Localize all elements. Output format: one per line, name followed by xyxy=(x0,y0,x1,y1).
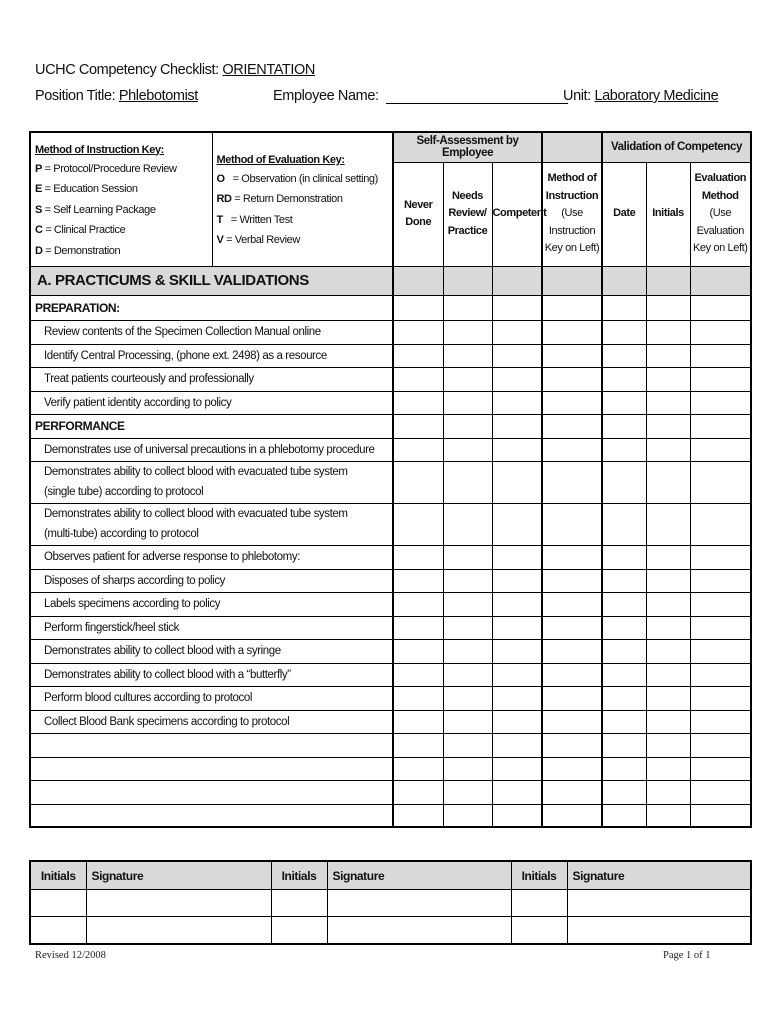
checklist-item: Perform blood cultures according to protocol xyxy=(30,686,393,710)
checklist-heading xyxy=(35,62,315,78)
table-row xyxy=(30,344,751,367)
instruction-key-item: D = Demonstration xyxy=(35,244,121,257)
table-row xyxy=(30,616,751,639)
unit-line xyxy=(563,88,718,104)
key-header-row xyxy=(30,132,751,162)
signature-field[interactable] xyxy=(327,917,511,945)
table-row xyxy=(30,438,751,461)
evaluation-key xyxy=(212,132,393,266)
checklist-item: Demonstrates ability to collect blood with evacuated tube system (single tube) according to protocol xyxy=(30,461,393,503)
evaluation-key-item: V = Verbal Review xyxy=(216,234,300,247)
table-row xyxy=(30,461,751,503)
checklist-item: Demonstrates ability to collect blood with evacuated tube system (multi-tube) according to protocol xyxy=(30,503,393,545)
preparation-row xyxy=(30,295,751,320)
date-header: Date xyxy=(602,162,646,266)
checklist-item: Review contents of the Specimen Collection Manual online xyxy=(30,320,393,344)
signature-label: Signature xyxy=(327,861,511,890)
initials-header: Initials xyxy=(646,162,690,266)
position-value: Phlebotomist xyxy=(118,88,198,104)
empty-row xyxy=(30,780,751,804)
initials-field[interactable] xyxy=(271,890,327,917)
initials-field[interactable] xyxy=(271,917,327,945)
self-assessment-header: Self-Assessment by Employee xyxy=(393,132,542,162)
position-label: Position Title: xyxy=(35,88,119,104)
table-row xyxy=(30,569,751,592)
checklist-item: Labels specimens according to policy xyxy=(30,592,393,616)
position-title-line xyxy=(35,88,198,104)
competent-header: Competent xyxy=(492,162,542,266)
table-row xyxy=(30,592,751,616)
initials-label: Initials xyxy=(271,861,327,890)
revised-date: Revised 12/2008 xyxy=(35,950,106,961)
checklist-item: Demonstrates ability to collect blood with a syringe xyxy=(30,639,393,663)
evaluation-key-item: O = Observation (in clinical setting) xyxy=(216,172,378,185)
checklist-item: Identify Central Processing, (phone ext. 2498) as a resource xyxy=(30,344,393,367)
empty-row xyxy=(30,804,751,827)
evaluation-key-title: Method of Evaluation Key: xyxy=(216,153,345,166)
table-row xyxy=(30,686,751,710)
initials-field[interactable] xyxy=(511,890,567,917)
checklist-item: Collect Blood Bank specimens according to protocol xyxy=(30,710,393,733)
table-row xyxy=(30,639,751,663)
signature-row xyxy=(30,917,751,945)
instruction-key-item: S = Self Learning Package xyxy=(35,203,156,216)
table-row xyxy=(30,367,751,391)
initials-field[interactable] xyxy=(511,917,567,945)
initials-field[interactable] xyxy=(30,890,86,917)
instruction-key-item: P = Protocol/Procedure Review xyxy=(35,162,177,175)
table-row xyxy=(30,503,751,545)
signature-row xyxy=(30,890,751,917)
needs-review-header: Needs Review/ Practice xyxy=(443,162,492,266)
section-a-row xyxy=(30,266,751,295)
page-number: Page 1 of 1 xyxy=(663,950,711,961)
unit-label: Unit: xyxy=(563,88,595,104)
table-row xyxy=(30,391,751,414)
signature-field[interactable] xyxy=(86,890,271,917)
checklist-item: Demonstrates use of universal precautions in a phlebotomy procedure xyxy=(30,438,393,461)
signature-header-row xyxy=(30,861,751,890)
checklist-item: Demonstrates ability to collect blood with a “butterfly” xyxy=(30,663,393,686)
instruction-key-item: E = Education Session xyxy=(35,183,138,195)
empty-row xyxy=(30,757,751,780)
method-of-instruction-header: Method of Instruction (Use Instruction Key on Left) xyxy=(542,162,602,266)
section-a-title: A. PRACTICUMS & SKILL VALIDATIONS xyxy=(30,266,393,295)
checklist-item: Verify patient identity according to policy xyxy=(30,391,393,414)
preparation-title: PREPARATION: xyxy=(30,295,393,320)
never-done-header: Never Done xyxy=(393,162,443,266)
table-row xyxy=(30,545,751,569)
table-row xyxy=(30,663,751,686)
signature-field[interactable] xyxy=(567,890,751,917)
signature-field[interactable] xyxy=(567,917,751,945)
evaluation-key-item: RD = Return Demonstration xyxy=(216,193,343,206)
table-row xyxy=(30,710,751,733)
checklist-title: ORIENTATION xyxy=(222,62,315,78)
performance-row xyxy=(30,414,751,438)
checklist-item: Treat patients courteously and professionally xyxy=(30,367,393,391)
blank-header-cell xyxy=(542,132,602,162)
initials-field[interactable] xyxy=(30,917,86,945)
signature-label: Signature xyxy=(86,861,271,890)
signature-label: Signature xyxy=(567,861,751,890)
instruction-key-title: Method of Instruction Key: xyxy=(35,143,164,156)
validation-header: Validation of Competency xyxy=(602,132,751,162)
employee-name-field[interactable] xyxy=(386,89,568,104)
checklist-prefix: UCHC Competency Checklist: xyxy=(35,62,223,78)
instruction-key-item: C = Clinical Practice xyxy=(35,224,126,236)
unit-value: Laboratory Medicine xyxy=(594,88,719,104)
empty-row xyxy=(30,733,751,757)
initials-label: Initials xyxy=(30,861,86,890)
signature-field[interactable] xyxy=(86,917,271,945)
checklist-item: Disposes of sharps according to policy xyxy=(30,569,393,592)
table-row xyxy=(30,320,751,344)
evaluation-key-item: T = Written Test xyxy=(216,213,293,226)
evaluation-method-header: Evaluation Method (Use Evaluation Key on Left) xyxy=(690,162,751,266)
initials-label: Initials xyxy=(511,861,567,890)
signature-field[interactable] xyxy=(327,890,511,917)
signature-table xyxy=(29,860,752,945)
competency-table xyxy=(29,131,752,828)
checklist-item: Perform fingerstick/heel stick xyxy=(30,616,393,639)
performance-title: PERFORMANCE xyxy=(30,414,393,438)
employee-label: Employee Name: xyxy=(273,88,383,104)
instruction-key xyxy=(30,132,212,266)
checklist-item: Observes patient for adverse response to phlebotomy: xyxy=(30,545,393,569)
employee-name-line xyxy=(273,88,568,104)
